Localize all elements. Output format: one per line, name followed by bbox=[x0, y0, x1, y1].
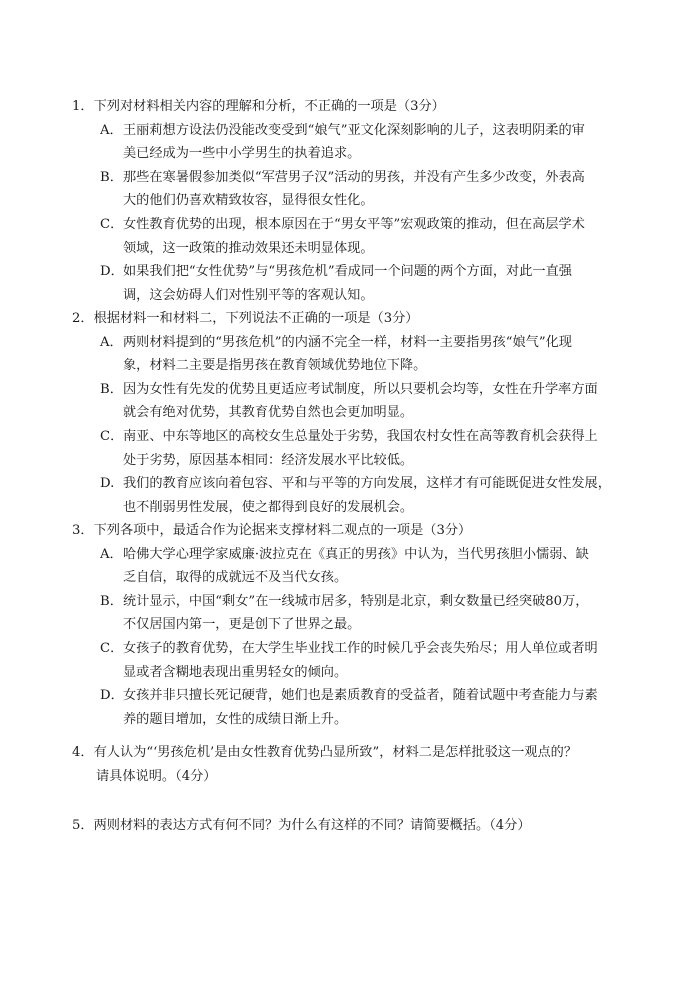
question-stem: 4．有人认为“‘男孩危机’是由女性教育优势凸显所致”，材料二是怎样批驳这一观点的？ bbox=[72, 745, 578, 760]
option-b bbox=[100, 378, 628, 425]
option-letter: B． bbox=[100, 381, 123, 397]
question-stem: 5．两则材料的表达方式有何不同？为什么有这样的不同？请简要概括。（4分） bbox=[72, 818, 531, 833]
option-c bbox=[100, 637, 628, 684]
option-text-line: 处于劣势，原因基本相同：经济发展水平比较低。 bbox=[123, 452, 414, 468]
option-text-line: 养的题目增加，女性的成绩日渐上升。 bbox=[123, 711, 348, 727]
option-text-line: 乏自信，取得的成就远不及当代女孩。 bbox=[123, 570, 348, 586]
option-text-line: 两则材料提到的“男孩危机”的内涵不完全一样，材料一主要指男孩“娘气”化现 bbox=[123, 334, 572, 350]
option-text-line: 调，这会妨碍人们对性别平等的客观认知。 bbox=[123, 287, 374, 303]
question-4 bbox=[72, 741, 632, 788]
option-a bbox=[100, 331, 628, 378]
question-stem: 3．下列各项中，最适合作为论据来支撑材料二观点的一项是（3分） bbox=[72, 523, 472, 538]
option-b bbox=[100, 166, 628, 213]
option-letter: C． bbox=[100, 640, 124, 656]
option-letter: A． bbox=[100, 546, 123, 562]
option-letter: B． bbox=[100, 169, 123, 185]
option-letter: D． bbox=[100, 688, 124, 704]
option-text-line: 如果我们把“女性优势”与“男孩危机”看成同一个问题的两个方面，对此一直强 bbox=[123, 264, 572, 280]
question-3 bbox=[72, 519, 632, 731]
option-text-line: 也不削弱男性发展，使之都得到良好的发展机会。 bbox=[123, 499, 414, 515]
option-c bbox=[100, 425, 628, 472]
option-text-line: 美已经成为一些中小学男生的执着追求。 bbox=[123, 146, 361, 162]
option-text-line: 女孩子的教育优势，在大学生毕业找工作的时候几乎会丧失殆尽；用人单位或者明 bbox=[123, 640, 598, 656]
option-text-line: 就会有绝对优势，其教育优势自然也会更加明显。 bbox=[123, 405, 414, 421]
option-text-line: 显或者含糊地表现出重男轻女的倾向。 bbox=[123, 664, 348, 680]
question-stem: 2．根据材料一和材料二，下列说法不正确的一项是（3分） bbox=[72, 311, 419, 326]
question-2 bbox=[72, 307, 632, 519]
option-text-line: 因为女性有先发的优势且更适应考试制度，所以只要机会均等，女性在升学率方面 bbox=[123, 381, 598, 397]
option-a bbox=[100, 543, 628, 590]
option-letter: A． bbox=[100, 334, 123, 350]
option-text-line: 领域，这一政策的推动效果还未明显体现。 bbox=[123, 240, 374, 256]
option-b bbox=[100, 590, 628, 637]
option-text-line: 大的他们仍喜欢精致妆容，显得很女性化。 bbox=[123, 193, 374, 209]
option-letter: C． bbox=[100, 428, 124, 444]
option-text-line: 统计显示，中国“剩女”在一线城市居多，特别是北京，剩女数量已经突破80万， bbox=[123, 593, 589, 609]
option-a bbox=[100, 119, 628, 166]
option-letter: D. bbox=[100, 476, 115, 492]
option-text-line: 我们的教育应该向着包容、平和与平等的方向发展，这样才有可能既促进女性发展， bbox=[123, 476, 611, 492]
option-text-line: 象，材料二主要是指男孩在教育领域优势地位下降。 bbox=[123, 358, 427, 374]
option-d bbox=[100, 260, 628, 307]
option-text-line: 不仅居国内第一，更是创下了世界之最。 bbox=[123, 617, 361, 633]
option-text-line: 哈佛大学心理学家威廉·波拉克在《真正的男孩》中认为，当代男孩胆小懦弱、缺 bbox=[123, 546, 589, 562]
option-d bbox=[100, 684, 628, 731]
option-letter: C． bbox=[100, 216, 124, 232]
option-c bbox=[100, 213, 628, 260]
question-5 bbox=[72, 814, 632, 838]
question-stem-continuation: 请具体说明。（4分） bbox=[96, 768, 217, 784]
option-letter: D． bbox=[100, 264, 124, 280]
option-text-line: 王丽莉想方设法仍没能改变受到“娘气”亚文化深刻影响的儿子，这表明阴柔的审 bbox=[123, 122, 585, 138]
option-text-line: 女性教育优势的出现，根本原因在于“男女平等”宏观政策的推动，但在高层学术 bbox=[123, 216, 585, 232]
option-text-line: 南亚、中东等地区的高校女生总量处于劣势，我国农村女性在高等教育机会获得上 bbox=[123, 428, 598, 444]
option-text-line: 女孩并非只擅长死记硬背，她们也是素质教育的受益者，随着试题中考查能力与素 bbox=[123, 688, 598, 704]
option-text-line: 那些在寒暑假参加类似“军营男子汉”活动的男孩，并没有产生多少改变，外表高 bbox=[123, 169, 585, 185]
option-letter: A． bbox=[100, 122, 123, 138]
option-d bbox=[100, 472, 628, 519]
question-stem: 1．下列对材料相关内容的理解和分析，不正确的一项是（3分） bbox=[72, 99, 445, 114]
option-letter: B． bbox=[100, 593, 123, 609]
question-1 bbox=[72, 95, 632, 307]
